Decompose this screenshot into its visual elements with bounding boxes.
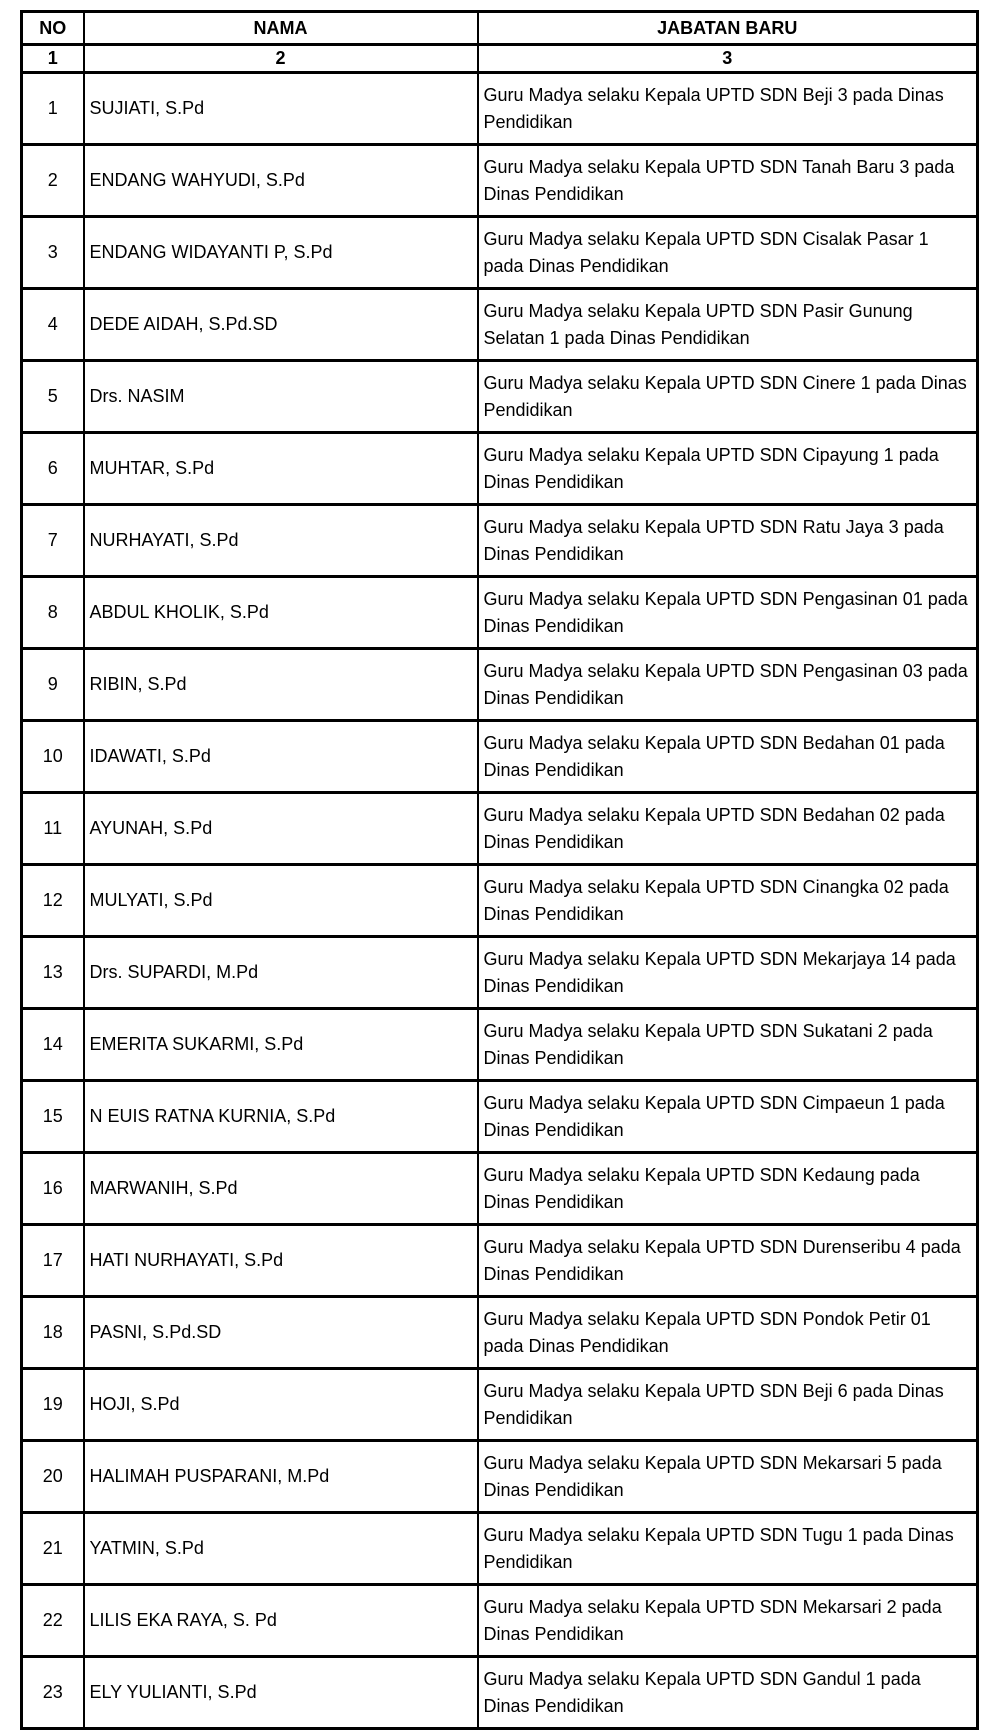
name-cell: LILIS EKA RAYA, S. Pd <box>84 1585 478 1657</box>
row-number-cell: 18 <box>22 1297 84 1369</box>
header-row <box>22 12 978 45</box>
name-cell: MULYATI, S.Pd <box>84 865 478 937</box>
new-position-cell: Guru Madya selaku Kepala UPTD SDN Pasir Gunung Selatan 1 pada Dinas Pendidikan <box>478 289 978 361</box>
new-position-cell: Guru Madya selaku Kepala UPTD SDN Gandul 1 pada Dinas Pendidikan <box>478 1657 978 1729</box>
row-number-cell: 1 <box>22 73 84 145</box>
table-row <box>22 793 978 865</box>
table-row <box>22 505 978 577</box>
new-position-cell: Guru Madya selaku Kepala UPTD SDN Mekarsari 5 pada Dinas Pendidikan <box>478 1441 978 1513</box>
row-number-cell: 2 <box>22 145 84 217</box>
name-cell: Drs. NASIM <box>84 361 478 433</box>
row-number-cell: 6 <box>22 433 84 505</box>
name-cell: HOJI, S.Pd <box>84 1369 478 1441</box>
new-position-cell: Guru Madya selaku Kepala UPTD SDN Cisalak Pasar 1 pada Dinas Pendidikan <box>478 217 978 289</box>
name-cell: EMERITA SUKARMI, S.Pd <box>84 1009 478 1081</box>
table-row <box>22 217 978 289</box>
name-cell: IDAWATI, S.Pd <box>84 721 478 793</box>
new-position-cell: Guru Madya selaku Kepala UPTD SDN Pengasinan 01 pada Dinas Pendidikan <box>478 577 978 649</box>
table-row <box>22 937 978 1009</box>
name-cell: ELY YULIANTI, S.Pd <box>84 1657 478 1729</box>
new-position-cell: Guru Madya selaku Kepala UPTD SDN Cipayung 1 pada Dinas Pendidikan <box>478 433 978 505</box>
row-number-cell: 15 <box>22 1081 84 1153</box>
name-cell: DEDE AIDAH, S.Pd.SD <box>84 289 478 361</box>
row-number-cell: 13 <box>22 937 84 1009</box>
table-row <box>22 145 978 217</box>
row-number-cell: 17 <box>22 1225 84 1297</box>
row-number-cell: 20 <box>22 1441 84 1513</box>
table-row <box>22 1009 978 1081</box>
new-position-cell: Guru Madya selaku Kepala UPTD SDN Durenseribu 4 pada Dinas Pendidikan <box>478 1225 978 1297</box>
name-cell: ABDUL KHOLIK, S.Pd <box>84 577 478 649</box>
column-header-jabatan-baru: JABATAN BARU <box>478 12 978 45</box>
new-position-cell: Guru Madya selaku Kepala UPTD SDN Beji 3 pada Dinas Pendidikan <box>478 73 978 145</box>
appointments-table <box>20 10 979 1730</box>
new-position-cell: Guru Madya selaku Kepala UPTD SDN Ratu Jaya 3 pada Dinas Pendidikan <box>478 505 978 577</box>
table-row <box>22 1441 978 1513</box>
row-number-cell: 10 <box>22 721 84 793</box>
table-row <box>22 1153 978 1225</box>
table-row <box>22 433 978 505</box>
table-row <box>22 1657 978 1729</box>
name-cell: ENDANG WAHYUDI, S.Pd <box>84 145 478 217</box>
row-number-cell: 23 <box>22 1657 84 1729</box>
row-number-cell: 19 <box>22 1369 84 1441</box>
table-row <box>22 1225 978 1297</box>
table-row <box>22 577 978 649</box>
new-position-cell: Guru Madya selaku Kepala UPTD SDN Mekarjaya 14 pada Dinas Pendidikan <box>478 937 978 1009</box>
name-cell: HATI NURHAYATI, S.Pd <box>84 1225 478 1297</box>
row-number-cell: 16 <box>22 1153 84 1225</box>
row-number-cell: 11 <box>22 793 84 865</box>
column-number-3: 3 <box>478 45 978 73</box>
name-cell: Drs. SUPARDI, M.Pd <box>84 937 478 1009</box>
row-number-cell: 8 <box>22 577 84 649</box>
row-number-cell: 7 <box>22 505 84 577</box>
new-position-cell: Guru Madya selaku Kepala UPTD SDN Sukatani 2 pada Dinas Pendidikan <box>478 1009 978 1081</box>
name-cell: MARWANIH, S.Pd <box>84 1153 478 1225</box>
name-cell: N EUIS RATNA KURNIA, S.Pd <box>84 1081 478 1153</box>
row-number-cell: 12 <box>22 865 84 937</box>
column-number-1: 1 <box>22 45 84 73</box>
table-row <box>22 649 978 721</box>
name-cell: AYUNAH, S.Pd <box>84 793 478 865</box>
row-number-cell: 5 <box>22 361 84 433</box>
new-position-cell: Guru Madya selaku Kepala UPTD SDN Kedaung pada Dinas Pendidikan <box>478 1153 978 1225</box>
row-number-cell: 21 <box>22 1513 84 1585</box>
row-number-cell: 4 <box>22 289 84 361</box>
name-cell: PASNI, S.Pd.SD <box>84 1297 478 1369</box>
name-cell: NURHAYATI, S.Pd <box>84 505 478 577</box>
table-row <box>22 73 978 145</box>
new-position-cell: Guru Madya selaku Kepala UPTD SDN Cinangka 02 pada Dinas Pendidikan <box>478 865 978 937</box>
table-body <box>22 73 978 1729</box>
new-position-cell: Guru Madya selaku Kepala UPTD SDN Tanah Baru 3 pada Dinas Pendidikan <box>478 145 978 217</box>
new-position-cell: Guru Madya selaku Kepala UPTD SDN Beji 6 pada Dinas Pendidikan <box>478 1369 978 1441</box>
new-position-cell: Guru Madya selaku Kepala UPTD SDN Pondok Petir 01 pada Dinas Pendidikan <box>478 1297 978 1369</box>
name-cell: SUJIATI, S.Pd <box>84 73 478 145</box>
name-cell: HALIMAH PUSPARANI, M.Pd <box>84 1441 478 1513</box>
table-row <box>22 1369 978 1441</box>
name-cell: YATMIN, S.Pd <box>84 1513 478 1585</box>
table-row <box>22 721 978 793</box>
row-number-cell: 9 <box>22 649 84 721</box>
table-row <box>22 1513 978 1585</box>
new-position-cell: Guru Madya selaku Kepala UPTD SDN Tugu 1 pada Dinas Pendidikan <box>478 1513 978 1585</box>
new-position-cell: Guru Madya selaku Kepala UPTD SDN Bedahan 01 pada Dinas Pendidikan <box>478 721 978 793</box>
new-position-cell: Guru Madya selaku Kepala UPTD SDN Bedahan 02 pada Dinas Pendidikan <box>478 793 978 865</box>
table-row <box>22 1081 978 1153</box>
name-cell: ENDANG WIDAYANTI P, S.Pd <box>84 217 478 289</box>
column-number-row <box>22 45 978 73</box>
table-row <box>22 865 978 937</box>
table-row <box>22 289 978 361</box>
new-position-cell: Guru Madya selaku Kepala UPTD SDN Mekarsari 2 pada Dinas Pendidikan <box>478 1585 978 1657</box>
name-cell: MUHTAR, S.Pd <box>84 433 478 505</box>
name-cell: RIBIN, S.Pd <box>84 649 478 721</box>
row-number-cell: 3 <box>22 217 84 289</box>
table-row <box>22 1297 978 1369</box>
table-row <box>22 361 978 433</box>
column-number-2: 2 <box>84 45 478 73</box>
new-position-cell: Guru Madya selaku Kepala UPTD SDN Cinere 1 pada Dinas Pendidikan <box>478 361 978 433</box>
new-position-cell: Guru Madya selaku Kepala UPTD SDN Pengasinan 03 pada Dinas Pendidikan <box>478 649 978 721</box>
column-header-nama: NAMA <box>84 12 478 45</box>
column-header-no: NO <box>22 12 84 45</box>
row-number-cell: 14 <box>22 1009 84 1081</box>
new-position-cell: Guru Madya selaku Kepala UPTD SDN Cimpaeun 1 pada Dinas Pendidikan <box>478 1081 978 1153</box>
row-number-cell: 22 <box>22 1585 84 1657</box>
table-row <box>22 1585 978 1657</box>
